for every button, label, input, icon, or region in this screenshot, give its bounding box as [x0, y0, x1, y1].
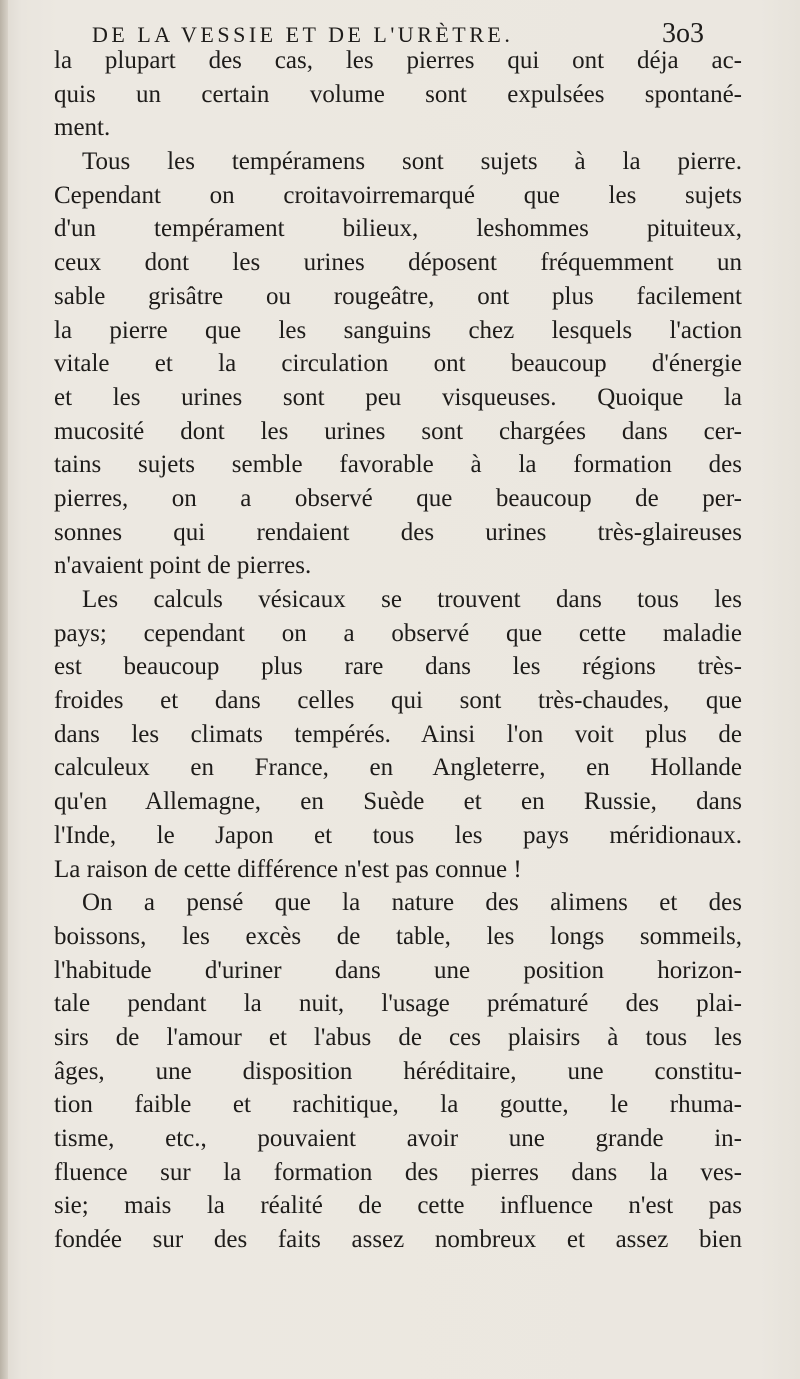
text-line: d'un tempérament bilieux, leshommes pituiteux, [54, 215, 742, 243]
text-line: La raison de cette différence n'est pas connue ! [54, 855, 522, 883]
text-line: est beaucoup plus rare dans les régions très- [54, 653, 742, 681]
text-line: l'habitude d'uriner dans une position horizon- [54, 956, 742, 984]
text-line: Cependant on croitavoirremarqué que les sujets [54, 181, 742, 209]
text-line: sonnes qui rendaient des urines très-glaireuses [54, 518, 742, 546]
text-line: tisme, etc., pouvaient avoir une grande in- [54, 1125, 742, 1152]
text-line: sirs de l'amour et l'abus de ces plaisirs à tous les [54, 1023, 742, 1051]
page-gutter [0, 0, 8, 1379]
text-line: vitale et la circulation ont beaucoup d'énergie [54, 350, 742, 378]
text-line: qu'en Allemagne, en Suède et en Russie, dans [54, 788, 742, 816]
text-line: quis un certain volume sont expulsées spontané- [54, 80, 742, 108]
text-line: ceux dont les urines déposent fréquemment un [54, 249, 742, 277]
text-line: et les urines sont peu visqueuses. Quoique la [54, 383, 742, 411]
text-line: mucosité dont les urines sont chargées dans cer- [54, 417, 742, 445]
page-number: 3o3 [662, 18, 704, 49]
text-line: froides et dans celles qui sont très-chaudes, que [54, 687, 742, 715]
text-line: boissons, les excès de table, les longs sommeils, [54, 922, 742, 950]
text-line: la pierre que les sanguins chez lesquels l'action [54, 316, 742, 344]
text-line: sie; mais la réalité de cette influence n'est pas [54, 1192, 742, 1220]
text-line: pierres, on a observé que beaucoup de per- [54, 484, 742, 512]
text-line: calculeux en France, en Angleterre, en Hollande [54, 754, 742, 782]
text-line: n'avaient point de pierres. [54, 552, 312, 580]
text-line: la plupart des cas, les pierres qui ont déja ac- [54, 47, 742, 74]
text-line: On a pensé que la nature des alimens et des [82, 889, 742, 917]
text-line: l'Inde, le Japon et tous les pays méridionaux. [54, 821, 742, 849]
text-line: sable grisâtre ou rougeâtre, ont plus facilement [54, 282, 742, 310]
text-line: tale pendant la nuit, l'usage prématuré des plai- [54, 990, 742, 1018]
text-line: pays; cependant on a observé que cette maladie [54, 619, 742, 647]
text-line: dans les climats tempérés. Ainsi l'on voit plus de [54, 720, 742, 748]
text-line: fondée sur des faits assez nombreux et assez bien [54, 1226, 742, 1254]
text-line: Tous les tempéramens sont sujets à la pierre. [82, 148, 742, 176]
text-line: ment. [54, 114, 111, 142]
text-line: tion faible et rachitique, la goutte, le rhuma- [54, 1091, 742, 1119]
text-line: Les calculs vésicaux se trouvent dans tous les [82, 586, 742, 613]
running-title: DE LA VESSIE ET DE L'URÈTRE. [92, 22, 514, 47]
text-line: fluence sur la formation des pierres dans la ves- [54, 1158, 742, 1186]
text-line: tains sujets semble favorable à la formation des [54, 451, 742, 479]
body-text [54, 44, 742, 1257]
text-line: âges, une disposition héréditaire, une constitu- [54, 1057, 742, 1085]
